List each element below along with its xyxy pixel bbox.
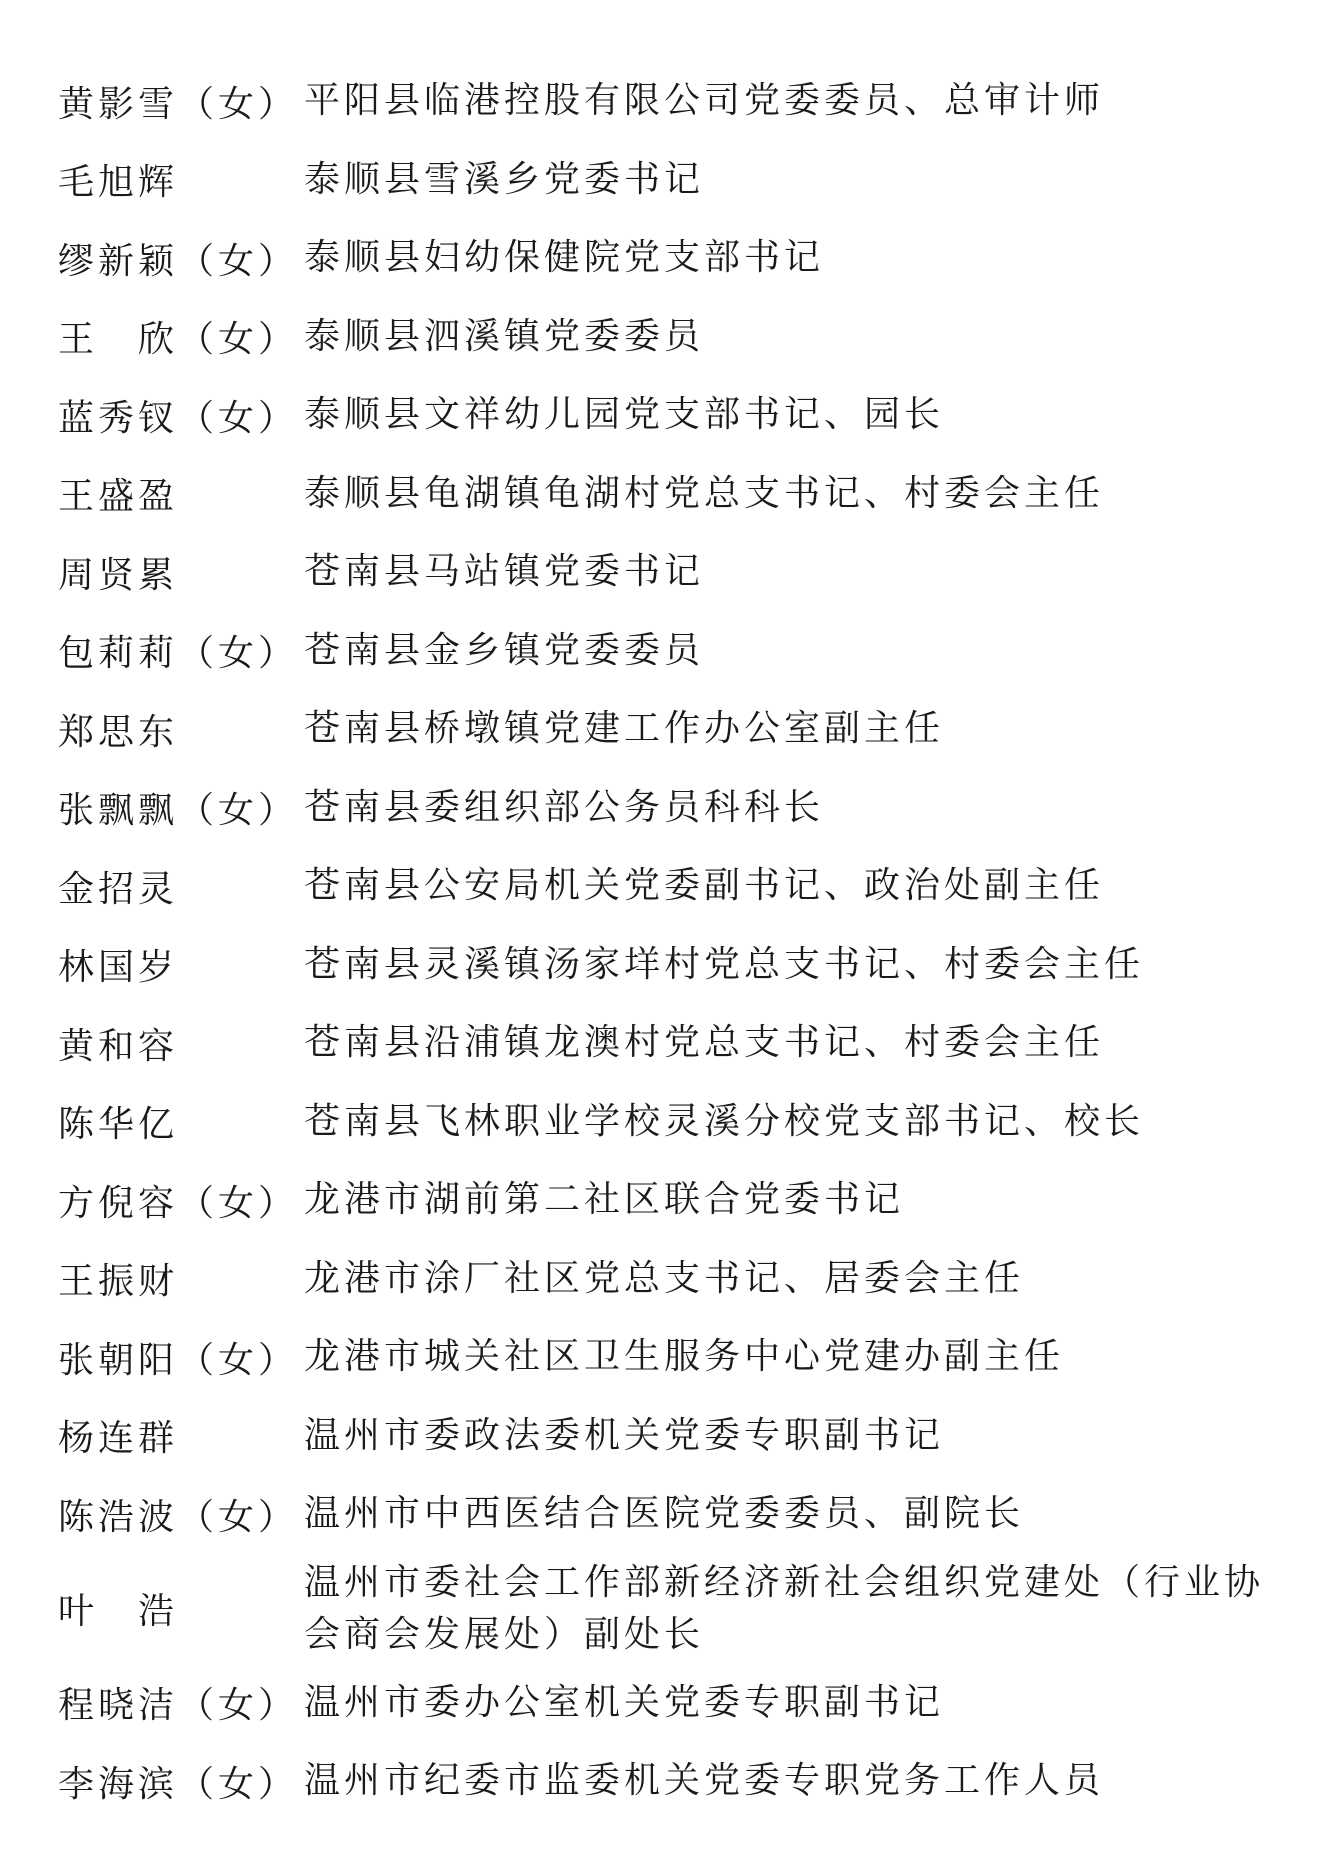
roster-row <box>58 1161 1303 1240</box>
person-name: 王盛盈 <box>58 476 179 518</box>
roster-row <box>58 847 1303 926</box>
person-title: 苍南县马站镇党委书记 <box>304 551 705 593</box>
roster-row <box>58 298 1303 377</box>
person-name: 杨连群 <box>58 1418 179 1460</box>
person-name: 方倪容（女） <box>58 1182 299 1224</box>
person-title: 苍南县桥墩镇党建工作办公室副主任 <box>304 708 945 750</box>
person-title: 温州市委办公室机关党委专职副书记 <box>304 1681 945 1723</box>
person-name: 李海滨（女） <box>58 1763 299 1805</box>
roster-row <box>58 1664 1303 1743</box>
person-title: 泰顺县泗溪镇党委委员 <box>304 315 705 357</box>
person-name: 陈浩波（女） <box>58 1496 299 1538</box>
person-name: 黄和容 <box>58 1025 179 1067</box>
person-name: 张朝阳（女） <box>58 1339 299 1381</box>
roster-row <box>58 62 1303 141</box>
person-title: 泰顺县雪溪乡党委书记 <box>304 158 705 200</box>
roster-row <box>58 690 1303 769</box>
roster-row <box>58 1240 1303 1319</box>
roster-list <box>58 62 1303 1821</box>
person-title: 苍南县灵溪镇汤家垟村党总支书记、村委会主任 <box>304 943 1145 985</box>
person-name: 郑思东 <box>58 711 179 753</box>
roster-row <box>58 219 1303 298</box>
roster-row <box>58 455 1303 534</box>
person-title: 苍南县委组织部公务员科科长 <box>304 786 825 828</box>
person-title: 温州市纪委市监委机关党委专职党务工作人员 <box>304 1760 1105 1802</box>
roster-row <box>58 1475 1303 1554</box>
person-name: 王振财 <box>58 1261 179 1303</box>
roster-row <box>58 141 1303 220</box>
roster-row <box>58 769 1303 848</box>
person-name: 缪新颖（女） <box>58 240 299 282</box>
person-title: 苍南县公安局机关党委副书记、政治处副主任 <box>304 865 1105 907</box>
person-title: 泰顺县妇幼保健院党支部书记 <box>304 237 825 279</box>
person-title: 温州市委政法委机关党委专职副书记 <box>304 1414 945 1456</box>
person-title: 苍南县金乡镇党委委员 <box>304 629 705 671</box>
person-title: 泰顺县龟湖镇龟湖村党总支书记、村委会主任 <box>304 472 1105 514</box>
person-title: 龙港市城关社区卫生服务中心党建办副主任 <box>304 1336 1065 1378</box>
person-name: 蓝秀钗（女） <box>58 397 299 439</box>
roster-row <box>58 1397 1303 1476</box>
roster-row <box>58 376 1303 455</box>
person-name: 黄影雪（女） <box>58 83 299 125</box>
person-title: 龙港市湖前第二社区联合党委书记 <box>304 1179 905 1221</box>
roster-row <box>58 926 1303 1005</box>
roster-row <box>58 1318 1303 1397</box>
roster-row <box>58 1742 1303 1821</box>
person-name: 周贤累 <box>58 554 179 596</box>
person-name: 包莉莉（女） <box>58 633 299 675</box>
person-name: 金招灵 <box>58 868 179 910</box>
person-title: 平阳县临港控股有限公司党委委员、总审计师 <box>304 80 1105 122</box>
person-title: 龙港市涂厂社区党总支书记、居委会主任 <box>304 1257 1025 1299</box>
person-name: 王 欣（女） <box>58 319 299 361</box>
person-name: 陈华亿 <box>58 1104 179 1146</box>
person-title: 苍南县沿浦镇龙澳村党总支书记、村委会主任 <box>304 1022 1105 1064</box>
roster-row <box>58 1083 1303 1162</box>
roster-row <box>58 612 1303 691</box>
person-title: 温州市委社会工作部新经济新社会组织党建处（行业协会商会发展处）副处长 <box>304 1561 1265 1655</box>
person-name: 林国岁 <box>58 947 179 989</box>
person-title: 苍南县飞林职业学校灵溪分校党支部书记、校长 <box>304 1100 1145 1142</box>
person-name: 叶 浩 <box>58 1591 179 1632</box>
person-name: 程晓洁（女） <box>58 1685 299 1727</box>
person-title: 泰顺县文祥幼儿园党支部书记、园长 <box>304 394 945 436</box>
roster-row <box>58 533 1303 612</box>
person-title: 温州市中西医结合医院党委委员、副院长 <box>304 1493 1025 1535</box>
person-name: 毛旭辉 <box>58 162 179 204</box>
roster-row <box>58 1004 1303 1083</box>
person-name: 张飘飘（女） <box>58 790 299 832</box>
roster-row <box>58 1554 1303 1664</box>
